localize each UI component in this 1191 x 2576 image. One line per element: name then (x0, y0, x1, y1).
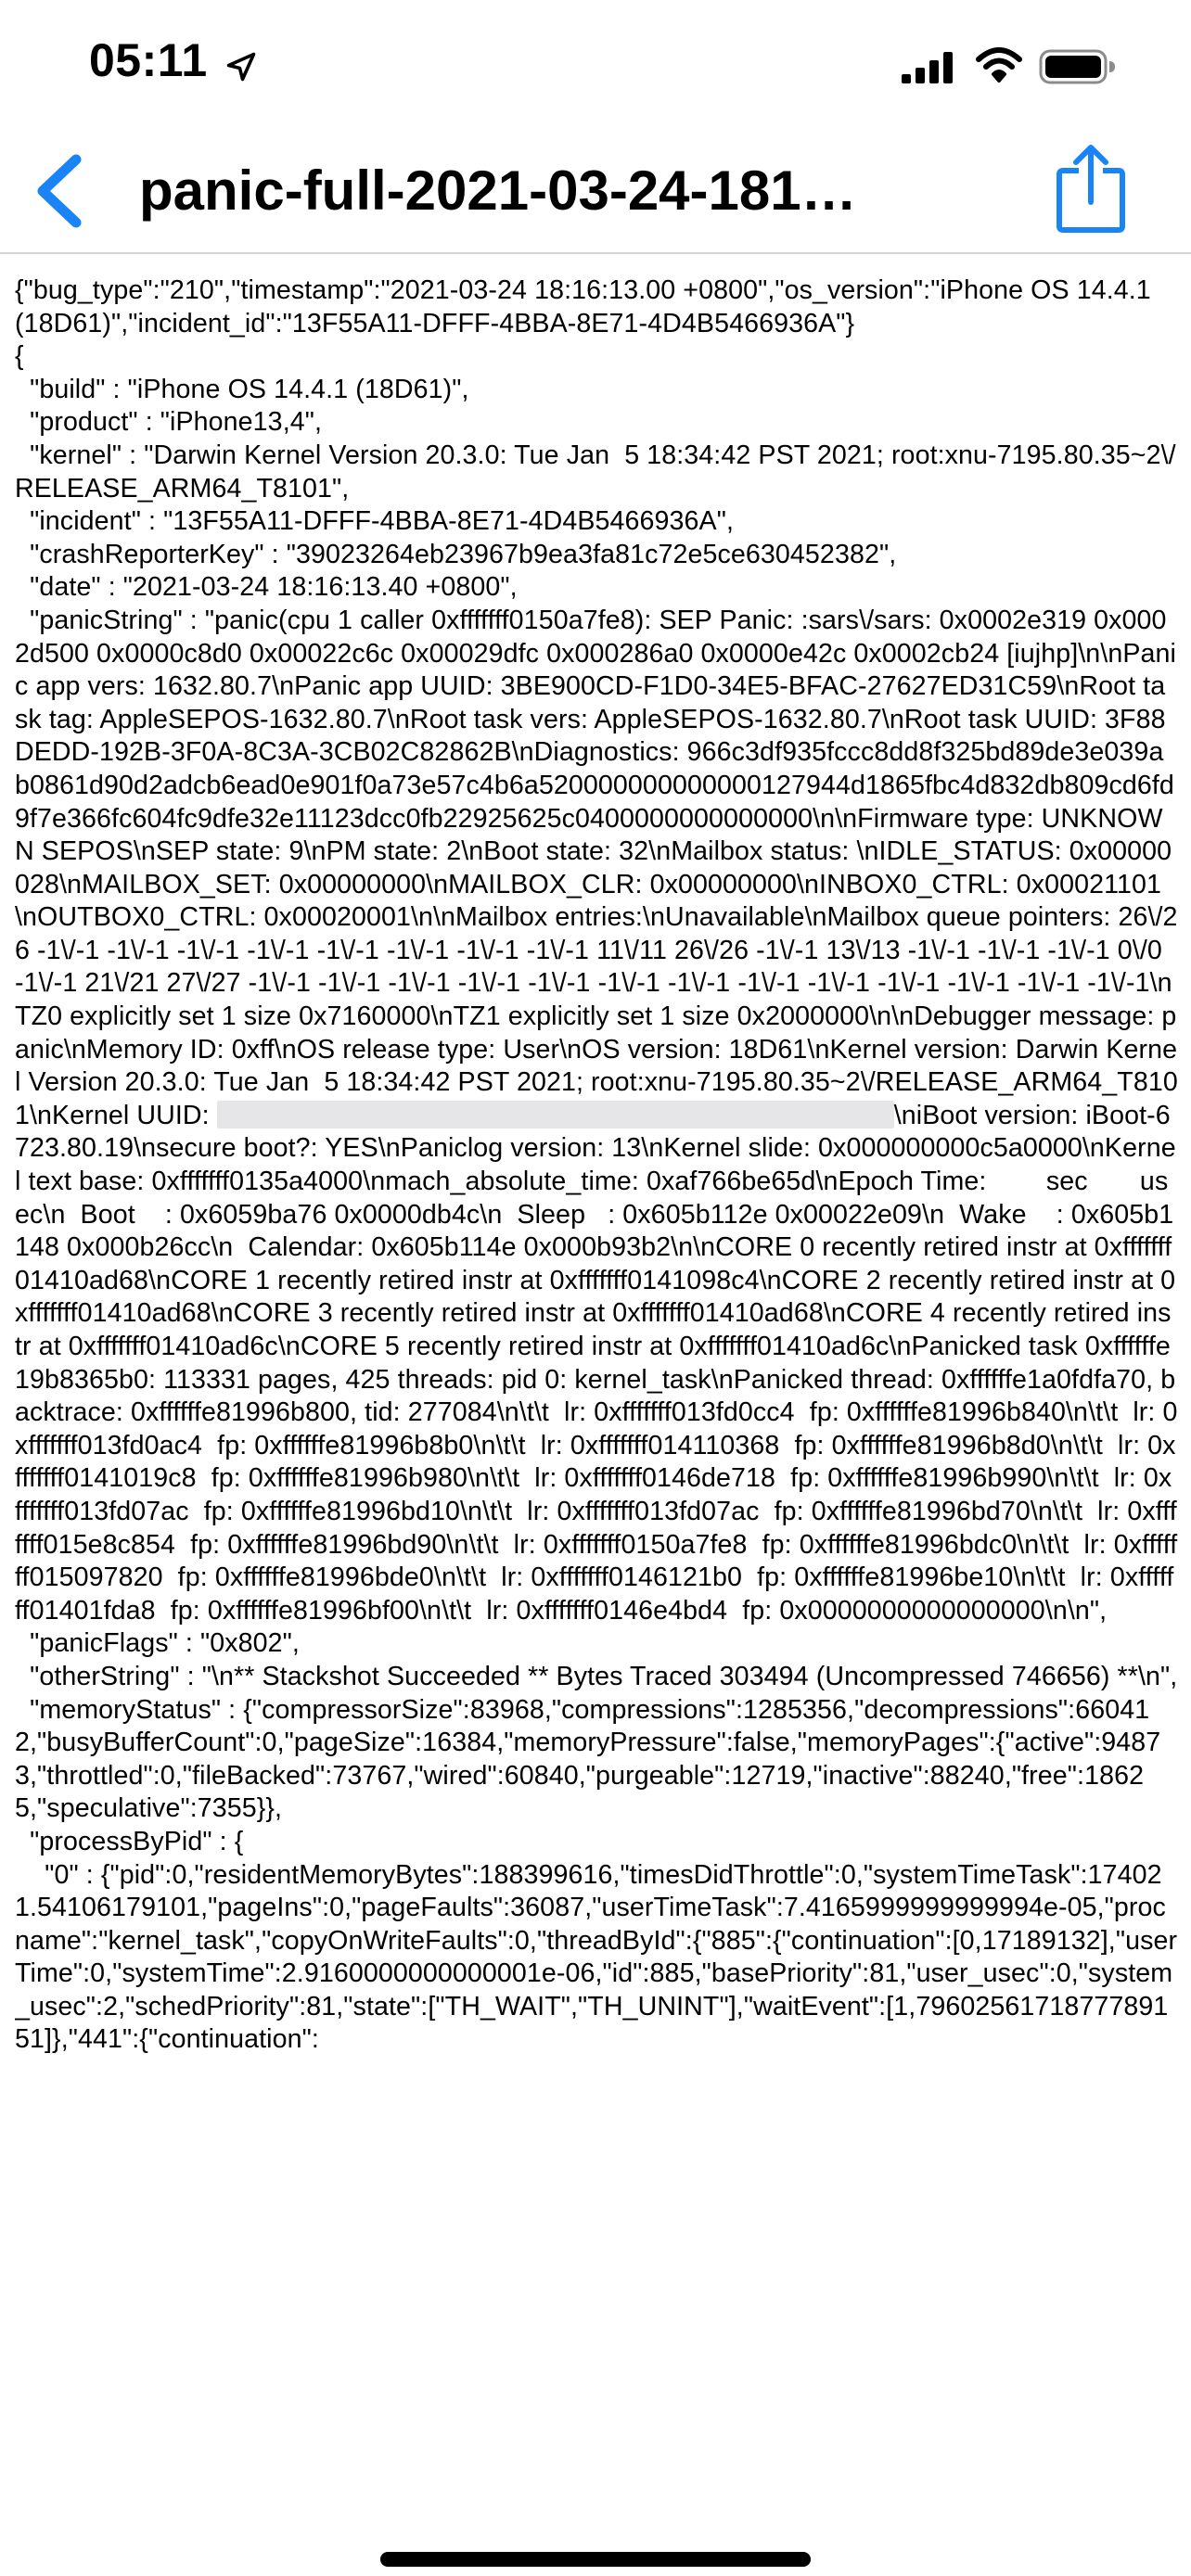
navigation-bar (0, 130, 1191, 254)
share-icon[interactable] (1054, 143, 1128, 236)
cellular-signal-icon (902, 52, 954, 83)
home-indicator[interactable] (380, 2552, 811, 2567)
panic-log-text (15, 274, 1178, 2546)
battery-icon (1039, 48, 1117, 85)
back-chevron-icon[interactable] (28, 152, 93, 230)
log-text-part-2: \niBoot version: iBoot-6723.80.19\nsecure boot?: YES\nPaniclog version: 13\nKernel slide: 0x000000000c5a0000\nKernel text base: 0xfffffff0135a4000\nmach_absolute_time: 0xaf766be65d\nEpoch Time: sec usec\n Boot : 0x6059ba76 0x0000db4c\n Sleep : 0x605b112e 0x00022e09\n Wake : 0x605b1148 0x000b26cc\n Calendar: 0x605b114e 0x000b93b2\n\nCORE 0 recently retired instr at 0xfffffff01410ad68\nCORE 1 recently retired instr at 0xfffffff0141098c4\nCORE 2 recently retired instr at 0xfffffff01410ad68\nCORE 3 recently retired instr at 0xfffffff01410ad68\nCORE 4 recently retired instr at 0xfffffff01410ad6c\nCORE 5 recently retired instr at 0xfffffff01410ad6c\nPanicked task 0xffffffe19b8365b0: 113331 pages, 425 threads: pid 0: kernel_task\nPanicked thread: 0xffffffe1a0fdfa70, backtrace: 0xffffffe81996b800, tid: 277084\n\t\t lr: 0xfffffff013fd0cc4 fp: 0xffffffe81996b840\n\t\t lr: 0xfffffff013fd0ac4 fp: 0xffffffe81996b8b0\n\t\t lr: 0xfffffff014110368 fp: 0xffffffe81996b8d0\n\t\t lr: 0xfffffff0141019c8 fp: 0xffffffe81996b980\n\t\t lr: 0xfffffff0146de718 fp: 0xffffffe81996b990\n\t\t lr: 0xfffffff013fd07ac fp: 0xffffffe81996bd10\n\t\t lr: 0xfffffff013fd07ac fp: 0xffffffe81996bd70\n\t\t lr: 0xfffffff015e8c854 fp: 0xffffffe81996bd90\n\t\t lr: 0xfffffff0150a7fe8 fp: 0xffffffe81996bdc0\n\t\t lr: 0xfffffff015097820 fp: 0xffffffe81996bde0\n\t\t lr: 0xfffffff0146121b0 fp: 0xffffffe81996be10\n\t\t lr: 0xfffffff01401fda8 fp: 0xffffffe81996bf00\n\t\t lr: 0xfffffff0146e4bd4 fp: 0x0000000000000000\n\n", "panicFlags" : "0x802", "otherString" : "\n** Stackshot Succeeded ** Bytes Traced 303494 (Uncompressed 746656) **\n", "memoryStatus" : {"compressorSize":83968,"compressions":1285356,"decompressions":660412,"busyBufferCount":0,"pageSize":16384,"memoryPressure":false,"memoryPages":{"active":94873,"throttled":0,"fileBacked":73767,"wired":60840,"purgeable":12719,"inactive":88240,"free":18625,"speculative":7355}}, "processByPid" : { "0" : {"pid":0,"residentMemoryBytes":188399616,"timesDidThrottle":0,"systemTimeTask":174021.54106179101,"pageIns":0,"pageFaults":36087,"userTimeTask":7.4165999999999994e-05,"procname":"kernel_task","copyOnWriteFaults":0,"threadById":{"885":{"continuation":[0,17189132],"userTime":0,"systemTime":2.9160000000000001e-06,"id":885,"basePriority":81,"user_usec":0,"system_usec":2,"schedPriority":81,"state":["TH_WAIT","TH_UNINT"],"waitEvent":[1,7960256171877789151]},"441":{"continuation": (15, 1100, 1178, 2055)
location-arrow-icon (224, 50, 258, 83)
page-title: panic-full-2021-03-24-181… (139, 159, 857, 222)
redacted-uuid (217, 1101, 894, 1129)
log-text-part-1: {"bug_type":"210","timestamp":"2021-03-24 18:16:13.00 +0800","os_version":"iPhone OS 14.4.1 (18D61)","incident_id":"13F55A11-DFFF-4BBA-8E71-4D4B5466936A"} { "build" : "iPhone OS 14.4.1 (18D61)", "product" : "iPhone13,4", "kernel" : "Darwin Kernel Version 20.3.0: Tue Jan 5 18:34:42 PST 2021; root:xnu-7195.80.35~2\/RELEASE_ARM64_T8101", "incident" : "13F55A11-DFFF-4BBA-8E71-4D4B5466936A", "crashReporterKey" : "39023264eb23967b9ea3fa81c72e5ce630452382", "date" : "2021-03-24 18:16:13.40 +0800", "panicString" : "panic(cpu 1 caller 0xfffffff0150a7fe8): SEP Panic: :sars\/sars: 0x0002e319 0x0002d500 0x0000c8d0 0x00022c6c 0x00029dfc 0x000286a0 0x0000e42c 0x0002cb24 [iujhp]\n\nPanic app vers: 1632.80.7\nPanic app UUID: 3BE900CD-F1D0-34E5-BFAC-27627ED31C59\nRoot task tag: AppleSEPOS-1632.80.7\nRoot task vers: AppleSEPOS-1632.80.7\nRoot task UUID: 3F88DEDD-192B-3F0A-8C3A-3CB02C82862B\nDiagnostics: 966c3df935fccc8dd8f325bd89de3e039ab0861d90d2adcb6ead0e901f0a73e57c4b6a520000000000000127944d1865fbc4d832db809cd6fd9f7e366fc604fc9dfe32e11123dcc0fb22925625c0400000000000000\n\nFirmware type: UNKNOWN SEPOS\nSEP state: 9\nPM state: 2\nBoot state: 32\nMailbox status: \nIDLE_STATUS: 0x00000028\nMAILBOX_SET: 0x00000000\nMAILBOX_CLR: 0x00000000\nINBOX0_CTRL: 0x00021101\nOUTBOX0_CTRL: 0x00020001\n\nMailbox entries:\nUnavailable\nMailbox queue pointers: 26\/26 -1\/-1 -1\/-1 -1\/-1 -1\/-1 -1\/-1 -1\/-1 -1\/-1 -1\/-1 11\/11 26\/26 -1\/-1 13\/13 -1\/-1 -1\/-1 -1\/-1 0\/0 -1\/-1 21\/21 27\/27 -1\/-1 -1\/-1 -1\/-1 -1\/-1 -1\/-1 -1\/-1 -1\/-1 -1\/-1 -1\/-1 -1\/-1 -1\/-1 -1\/-1 -1\/-1\nTZ0 explicitly set 1 size 0x7160000\nTZ1 explicitly set 1 size 0x2000000\n\nDebugger message: panic\nMemory ID: 0xff\nOS release type: User\nOS version: 18D61\nKernel version: Darwin Kernel Version 20.3.0: Tue Jan 5 18:34:42 PST 2021; root:xnu-7195.80.35~2\/RELEASE_ARM64_T8101\nKernel UUID: (15, 275, 1178, 1130)
status-bar (0, 0, 1191, 130)
status-time: 05:11 (89, 34, 208, 86)
wifi-icon (976, 46, 1022, 83)
